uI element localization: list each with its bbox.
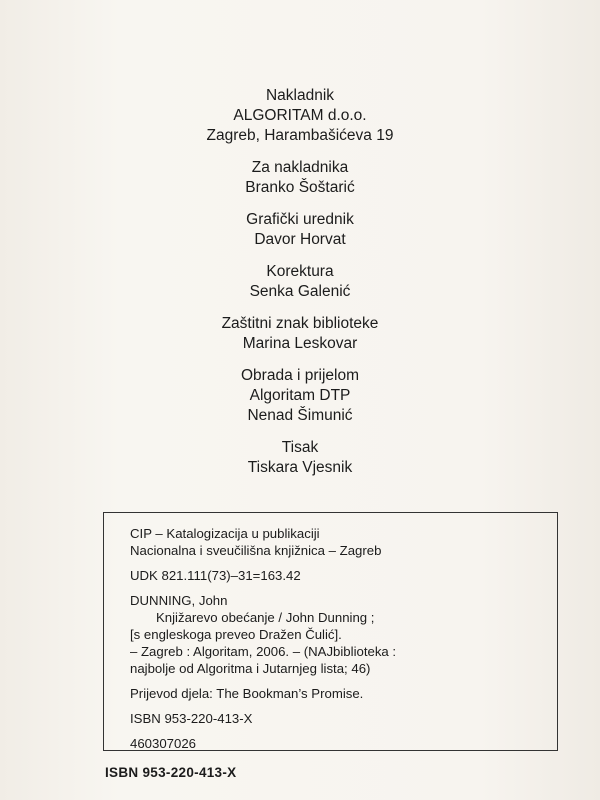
library-logo-group (0, 314, 600, 354)
credit-line: Tisak (281, 439, 319, 456)
cip-header-line: Nacionalna i sveučilišna knjižnica – Zagreb (130, 543, 382, 558)
credit-line: Davor Horvat (254, 231, 346, 248)
credit-line: Tiskara Vjesnik (247, 459, 353, 476)
printing-group (0, 438, 600, 478)
cip-original-title (130, 685, 557, 702)
credit-line: Za nakladnika (251, 159, 349, 176)
cip-isbn (130, 710, 557, 727)
isbn-footer: ISBN 953-220-413-X (105, 765, 237, 780)
graphic-editor-group (0, 210, 600, 250)
entry-line: [s engleskoga preveo Dražen Čulić]. (130, 627, 342, 642)
cip-record-box (103, 512, 558, 751)
cip-header-line: CIP – Katalogizacija u publikaciji (130, 526, 320, 541)
layout-group (0, 366, 600, 426)
credit-line: Korektura (266, 263, 334, 280)
credit-line: Zagreb, Harambašićeva 19 (206, 127, 394, 144)
credit-line: ALGORITAM d.o.o. (233, 107, 367, 124)
credits-block (0, 86, 600, 490)
credit-line: Algoritam DTP (249, 387, 351, 404)
credit-line: Grafički urednik (246, 211, 354, 228)
credit-line: Senka Galenić (249, 283, 351, 300)
cip-entry (130, 592, 557, 677)
credit-line: Zaštitni znak biblioteke (221, 315, 379, 332)
credit-line: Branko Šoštarić (245, 179, 355, 196)
credit-line: Nenad Šimunić (247, 407, 353, 424)
original-title-line: Prijevod djela: The Bookman’s Promise. (130, 686, 364, 701)
credit-line: Nakladnik (265, 87, 335, 104)
author-line: DUNNING, John (130, 593, 228, 608)
for-publisher-group (0, 158, 600, 198)
publisher-group (0, 86, 600, 146)
entry-line: Knjižarevo obećanje / John Dunning ; (156, 610, 375, 625)
udk-line: UDK 821.111(73)–31=163.42 (130, 568, 301, 583)
credit-line: Marina Leskovar (242, 335, 358, 352)
entry-line: – Zagreb : Algoritam, 2006. – (NAJbiblioteka : (130, 644, 397, 659)
record-id-line: 460307026 (130, 736, 197, 751)
credit-line: Obrada i prijelom (240, 367, 360, 384)
proofreading-group (0, 262, 600, 302)
cip-record-id (130, 735, 557, 752)
isbn-line: ISBN 953-220-413-X (130, 711, 253, 726)
entry-line: najbolje od Algoritma i Jutarnjeg lista; 46) (130, 661, 371, 676)
cip-header (130, 525, 557, 559)
cip-udk (130, 567, 557, 584)
